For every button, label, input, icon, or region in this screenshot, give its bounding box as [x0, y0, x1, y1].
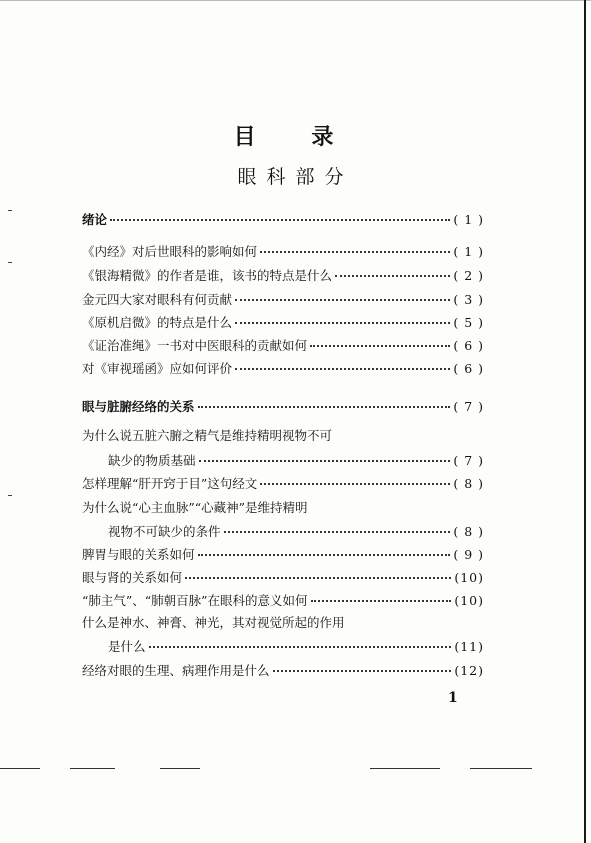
dot-leader [235, 299, 450, 301]
toc-entry-label: 经络对眼的生理、病理作用是什么 [82, 663, 270, 678]
dot-leader [224, 531, 451, 533]
scan-artifact-mark [8, 210, 12, 211]
dot-leader [310, 345, 450, 347]
toc-heading-label: 眼与脏腑经络的关系 [82, 399, 195, 414]
toc-entry[interactable] [82, 313, 484, 331]
toc-entry[interactable] [108, 451, 484, 469]
page-number: 1 [448, 690, 458, 706]
scan-artifact-line [70, 768, 115, 769]
toc-entry[interactable] [82, 290, 484, 308]
toc-entry[interactable] [82, 545, 484, 563]
dot-leader [311, 600, 452, 602]
toc-heading-eye-organs[interactable] [82, 397, 484, 415]
toc-heading-label: 绪论 [82, 212, 108, 227]
page-title: 目 录 [233, 125, 358, 150]
dot-leader [198, 406, 451, 408]
toc-entry[interactable] [82, 336, 484, 354]
toc-page-number: ( 1 ) [453, 212, 484, 227]
toc-entry-label: 金元四大家对眼科有何贡献 [82, 292, 233, 307]
toc-page-number: ( 9 ) [453, 547, 484, 562]
toc-page-number: ( 8 ) [453, 476, 484, 491]
toc-page-number: ( 5 ) [453, 315, 484, 330]
toc-page-number: ( 6 ) [453, 361, 484, 376]
dot-leader [198, 554, 451, 556]
toc-entry-label: 眼与肾的关系如何 [82, 570, 183, 585]
dot-leader [260, 251, 450, 253]
toc-page-number: ( 7 ) [453, 399, 484, 414]
toc-page-number: ( 8 ) [453, 524, 484, 539]
toc-entry-label: 视物不可缺少的条件 [108, 524, 221, 539]
scan-artifact-line [160, 768, 200, 769]
scan-artifact-line [370, 768, 440, 769]
toc-page-number: (12) [454, 663, 484, 678]
toc-entry[interactable] [82, 568, 484, 586]
toc-entry[interactable] [82, 359, 484, 377]
scan-artifact-line [0, 768, 40, 769]
scan-artifact-mark [8, 262, 12, 263]
toc-page-number: ( 6 ) [453, 338, 484, 353]
toc-page-number: ( 1 ) [453, 244, 484, 259]
toc-entry-label: 缺少的物质基础 [108, 453, 196, 468]
dot-leader [335, 275, 450, 277]
dot-leader [185, 577, 451, 579]
toc-page-number: ( 3 ) [453, 292, 484, 307]
toc-entry-label: 《内经》对后世眼科的影响如何 [82, 244, 258, 259]
toc-entry-label: 《证治准绳》一书对中医眼科的贡献如何 [82, 338, 308, 353]
toc-entry[interactable] [82, 591, 484, 609]
toc-entry[interactable] [82, 661, 484, 679]
toc-entry[interactable] [108, 637, 484, 655]
toc-page-number: ( 2 ) [453, 268, 484, 283]
dot-leader [199, 460, 451, 462]
toc-page-number: (10) [454, 593, 484, 608]
toc-page-number: ( 7 ) [453, 453, 484, 468]
toc-page-number: (11) [454, 639, 484, 654]
toc-entry-label: “肺主气”、“肺朝百脉”在眼科的意义如何 [82, 593, 308, 608]
scan-artifact-line [470, 768, 532, 769]
toc-entry-label: 对《审视瑶函》应如何评价 [82, 361, 233, 376]
toc-entry-first-line: 为什么说“心主血脉”“心藏神”是维持精明 [82, 500, 308, 515]
dot-leader [260, 483, 450, 485]
toc-heading-introduction[interactable] [82, 210, 484, 228]
dot-leader [235, 368, 450, 370]
scan-artifact-mark [8, 495, 12, 496]
toc-entry[interactable] [82, 474, 484, 492]
toc-page-number: (10) [454, 570, 484, 585]
toc-entry-label: 怎样理解“肝开窍于目”这句经文 [82, 476, 258, 491]
toc-entry-label: 《银海精微》的作者是谁，该书的特点是什么 [82, 268, 333, 283]
toc-entry-label: 是什么 [108, 639, 146, 654]
toc-entry[interactable] [108, 522, 484, 540]
toc-entry-first-line: 什么是神水、神膏、神光，其对视觉所起的作用 [82, 615, 345, 630]
dot-leader [149, 646, 452, 648]
section-subtitle: 眼科部分 [237, 166, 354, 188]
toc-entry[interactable] [82, 266, 484, 284]
toc-entry-first-line: 为什么说五脏六腑之精气是维持精明视物不可 [82, 428, 333, 443]
dot-leader [273, 670, 452, 672]
toc-entry-label: 《原机启微》的特点是什么 [82, 315, 233, 330]
dot-leader [110, 219, 450, 221]
toc-entry[interactable] [82, 242, 484, 260]
toc-entry-label: 脾胃与眼的关系如何 [82, 547, 195, 562]
dot-leader [235, 322, 450, 324]
